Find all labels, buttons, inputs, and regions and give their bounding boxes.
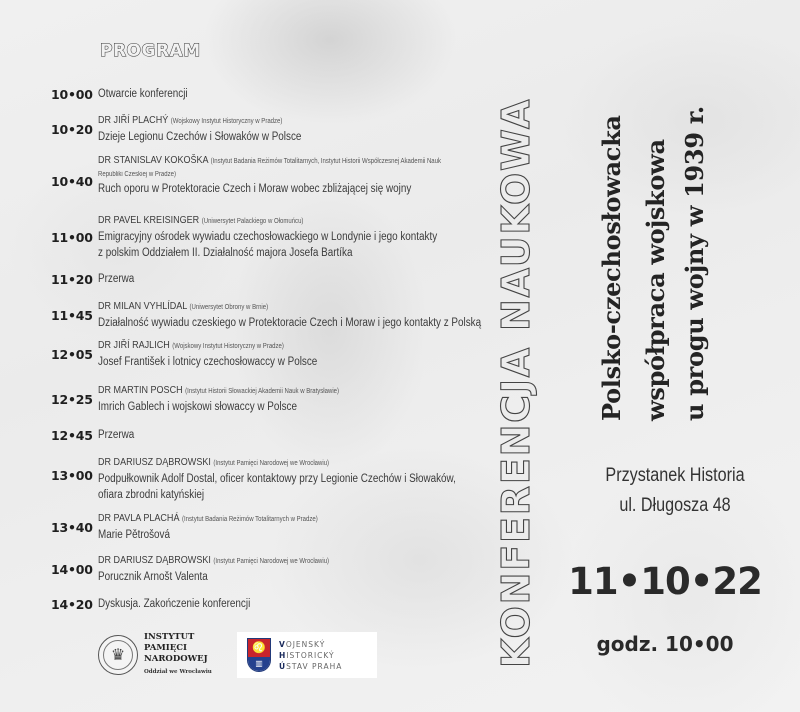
vhu-name-line: VOJENSKÝ [279, 639, 326, 649]
speaker-name: DR JIŘÍ RAJLICH [98, 339, 170, 351]
speaker-affiliation: (Wojskowy Instytut Historyczny w Pradze) [170, 118, 283, 125]
schedule-topic: Emigracyjny ośrodek wywiadu czechosłowackiego w Londynie i jego kontakty [98, 231, 438, 243]
speaker-name: DR PAVLA PLACHÁ [98, 512, 180, 524]
event-title-line: współpraca wojskowa [641, 139, 670, 421]
schedule-topic-cont: ofiara zbrodni katyńskiej [98, 489, 205, 501]
schedule-topic: Przerwa [98, 273, 135, 285]
speaker-affiliation: (Instytut Historii Słowackiej Akademii Nauk w Bratysławie) [185, 388, 340, 395]
speaker-line [98, 383, 410, 399]
schedule-time: 11•20 [51, 271, 93, 287]
schedule-row [51, 299, 482, 331]
speaker-name: DR MARTIN POSCH [98, 384, 183, 396]
event-hour: godz. 10•00 [596, 632, 734, 656]
speaker-name: DR STANISLAV KOKOŠKA [98, 154, 209, 166]
schedule-time: 13•00 [51, 467, 93, 483]
schedule-time: 10•40 [51, 173, 93, 189]
speaker-affiliation: (Instytut Pamięci Narodowej we Wrocławiu) [213, 558, 330, 565]
schedule-topic: Działalność wywiadu czeskiego w Protektoracie Czech i Moraw i jego kontakty z Polską [98, 317, 482, 329]
venue-address: ul. Długosza 48 [619, 495, 731, 516]
schedule-topic: Dyskusja. Zakończenie konferencji [98, 598, 251, 610]
program-heading: PROGRAM [100, 41, 201, 61]
speaker-line [98, 213, 437, 229]
ipn-branch: Oddział we Wrocławiu [144, 669, 212, 675]
schedule-row [51, 383, 461, 415]
speaker-affiliation: (Uniwersytet Obrony w Brnie) [189, 304, 269, 311]
schedule-time: 11•00 [51, 229, 93, 245]
ipn-logo [98, 632, 212, 678]
schedule-topic: Podpułkownik Adolf Dostal, oficer kontaktowy przy Legionie Czechów i Słowaków, [98, 473, 456, 485]
schedule-row [51, 86, 461, 102]
schedule-row [51, 113, 461, 145]
schedule-topic-cont: z polskim Oddziałem II. Działalność majora Josefa Bartíka [98, 247, 353, 259]
schedule-row [51, 338, 461, 370]
schedule-row [51, 153, 461, 197]
speaker-line [98, 511, 410, 527]
speaker-name: DR DARIUSZ DĄBROWSKI [98, 456, 211, 468]
schedule-row [51, 511, 461, 543]
event-title-line: u progu wojny w 1939 r. [680, 106, 709, 421]
speaker-line [98, 113, 410, 129]
speaker-line [98, 153, 441, 169]
schedule-topic: Josef František i lotnicy czechosłowaccy w Polsce [98, 356, 318, 368]
schedule-time: 14•20 [51, 596, 93, 612]
schedule-row [51, 427, 461, 443]
speaker-line [98, 299, 481, 315]
speaker-name: DR DARIUSZ DĄBROWSKI [98, 554, 211, 566]
speaker-name: DR PAVEL KREISINGER [98, 214, 200, 226]
schedule-topic: Przerwa [98, 429, 135, 441]
event-date: 11•10•22 [568, 560, 762, 603]
conference-type-title: KONFERENCJA NAUKOWA [494, 97, 538, 668]
schedule-topic: Imrich Gablech i wojskowi słowaccy w Polsce [98, 401, 297, 413]
speaker-affiliation: (Wojskowy Instytut Historyczny w Pradze) [172, 343, 284, 350]
speaker-affiliation: (Instytut Pamięci Narodowej we Wrocławiu) [213, 460, 330, 467]
speaker-name: DR MILAN VYHLÍDAL [98, 300, 187, 312]
speaker-line [98, 455, 456, 471]
speaker-affiliation-cont: Republiki Czeskiej w Pradze) [98, 171, 176, 178]
speaker-affiliation: (Uniwersytet Palackiego w Ołomuńcu) [201, 218, 304, 225]
schedule-row [51, 596, 461, 612]
schedule-time: 13•40 [51, 519, 93, 535]
schedule-topic: Otwarcie konferencji [98, 88, 188, 100]
lion-shield-icon: ♌ ▥ [247, 638, 271, 672]
schedule-topic: Marie Pětrošová [98, 529, 171, 541]
ipn-name-line: INSTYTUT [144, 632, 195, 642]
vhu-name-line: HISTORICKÝ [279, 650, 335, 660]
schedule-row [51, 455, 461, 503]
schedule-topic: Ruch oporu w Protektoracie Czech i Moraw wobec zbliżającej się wojny [98, 183, 412, 195]
speaker-line [98, 338, 410, 354]
schedule-row [51, 271, 461, 287]
speaker-affiliation: (Instytut Badania Reżimów Totalitarnych w Pradze) [181, 516, 318, 523]
schedule-row [51, 553, 461, 585]
schedule-time: 12•05 [51, 346, 93, 362]
schedule-time: 11•45 [51, 307, 93, 323]
schedule-topic: Porucznik Arnošt Valenta [98, 571, 208, 583]
schedule-time: 10•20 [51, 121, 93, 137]
schedule-topic: Dzieje Legionu Czechów i Słowaków w Polsce [98, 131, 302, 143]
speaker-line [98, 553, 410, 569]
event-title-line: Polsko-czechosłowacka [597, 115, 626, 421]
eagle-seal-icon: ♛ [98, 635, 138, 675]
schedule-time: 12•25 [51, 391, 93, 407]
speaker-affiliation: (Instytut Badania Reżimów Totalitarnych, Instytut Historii Współczesnej Akademii Nauk [210, 158, 442, 165]
venue-name: Przystanek Historia [605, 465, 745, 486]
vhu-name-line: ÚSTAV PRAHA [279, 661, 343, 671]
ipn-name-line: PAMIĘCI [144, 643, 187, 653]
ipn-name-line: NARODOWEJ [144, 654, 208, 664]
schedule-time: 10•00 [51, 86, 93, 102]
schedule-time: 12•45 [51, 427, 93, 443]
speaker-name: DR JIŘÍ PLACHÝ [98, 114, 169, 126]
vhu-logo [237, 632, 377, 678]
schedule-row [51, 213, 461, 261]
schedule-time: 14•00 [51, 561, 93, 577]
